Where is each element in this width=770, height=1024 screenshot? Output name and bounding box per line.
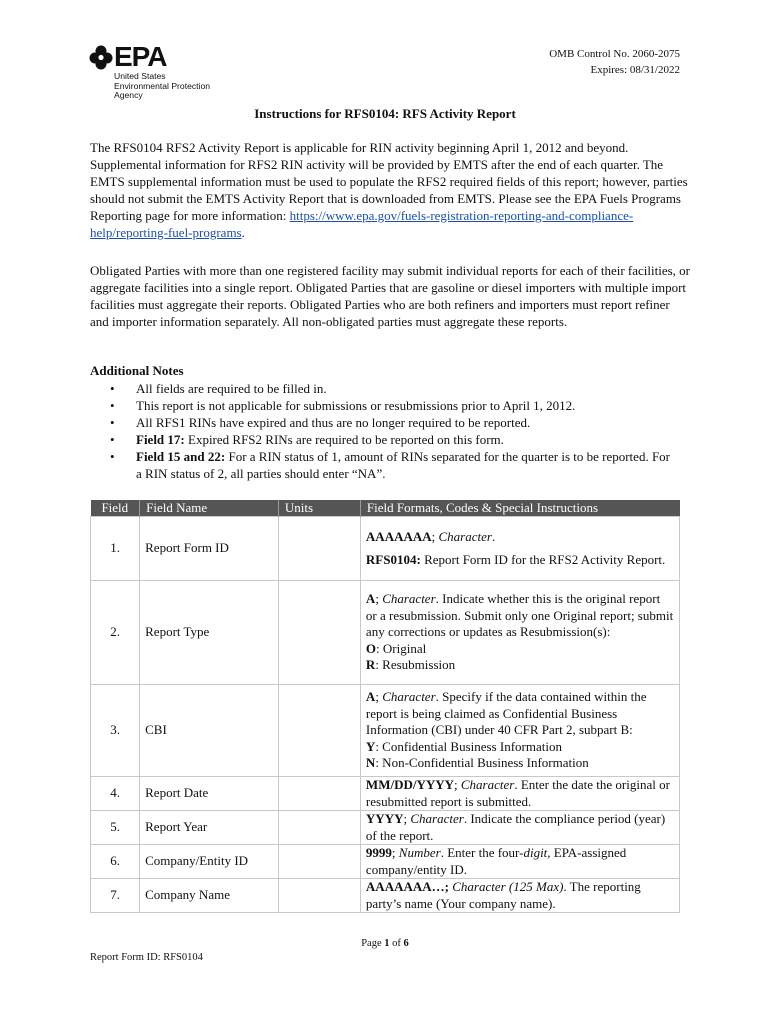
instruction-line bbox=[366, 755, 674, 772]
footer-form-id: Report Form ID: RFS0104 bbox=[90, 952, 203, 963]
instruction-segment: YYYY bbox=[365, 811, 404, 826]
field-units bbox=[278, 777, 360, 811]
instruction-line bbox=[366, 739, 674, 756]
instruction-segment: . Enter the date the original or resubmitted report is submitted. bbox=[365, 777, 670, 809]
field-instructions bbox=[360, 777, 679, 811]
instruction-segment: : Non-Confidential Business Information bbox=[375, 755, 589, 771]
page-current: 1 bbox=[384, 938, 390, 949]
omb-control-number: OMB Control No. 2060-2075 bbox=[549, 48, 680, 60]
logo-wordmark: EPA bbox=[114, 41, 167, 72]
field-instructions bbox=[360, 811, 679, 845]
instruction-segment: : Confidential Business Information bbox=[375, 738, 562, 754]
instruction-segment: AAAAAAA…; bbox=[365, 879, 449, 894]
instruction-segment: . Indicate the compliance period (year) of the report. bbox=[365, 811, 666, 843]
fields-table bbox=[90, 500, 680, 913]
instruction-segment: . The reporting party’s name (Your company name). bbox=[365, 879, 641, 911]
instruction-line bbox=[366, 591, 674, 641]
epa-flower-icon bbox=[88, 44, 114, 72]
page-prefix: Page bbox=[361, 938, 385, 949]
field-units bbox=[278, 811, 360, 845]
instruction-line bbox=[366, 529, 674, 546]
note-item bbox=[110, 414, 670, 431]
instruction-segment: ; bbox=[375, 591, 383, 607]
header-instructions: Field Formats, Codes & Special Instructions bbox=[360, 500, 679, 517]
instruction-segment: ; bbox=[431, 529, 439, 544]
instruction-segment: N bbox=[365, 755, 376, 771]
intro-text: The RFS0104 RFS2 Activity Report is applicable for RIN activity beginning April 1, 2012 and beyond. Supplemental information for RFS2 RIN activity will be provided by EMTS after the end of each quarter. The EMTS supplemental information must be used to populate the RFS2 required fields of this report; however, parties should not submit the EMTS Activity Report that is downloaded from EMTS. Please see the EPA Fuels Programs Reporting page for more information: bbox=[90, 140, 688, 223]
field-units bbox=[278, 517, 360, 581]
instruction-segment: Number bbox=[398, 845, 441, 860]
bullet: • bbox=[110, 449, 115, 464]
intro-link-suffix: . bbox=[241, 225, 245, 240]
instruction-segment: : Resubmission bbox=[375, 657, 456, 673]
field-name: Report Date bbox=[140, 777, 279, 811]
instruction-segment: Character (125 Max) bbox=[452, 879, 564, 894]
instruction-line bbox=[366, 845, 674, 878]
field-units bbox=[278, 845, 360, 879]
note-text: All fields are required to be filled in. bbox=[136, 381, 327, 396]
bullet: • bbox=[110, 415, 115, 430]
instruction-segment: . Indicate whether this is the original report or a resubmission. Submit only one Original report; submit any corrections or updates as Resubmission(s): bbox=[365, 591, 674, 640]
table-body bbox=[91, 517, 680, 913]
instruction-line bbox=[366, 811, 674, 844]
instruction-segment: AAAAAAA bbox=[365, 529, 432, 544]
field-number: 5. bbox=[91, 811, 140, 845]
additional-notes-list bbox=[110, 380, 670, 482]
instruction-segment: . Enter the four- bbox=[440, 845, 524, 860]
field-name: CBI bbox=[140, 685, 279, 777]
field-name: Report Form ID bbox=[140, 517, 279, 581]
instruction-segment: R bbox=[365, 657, 376, 673]
note-item bbox=[110, 431, 670, 448]
instruction-segment: : Original bbox=[376, 640, 427, 656]
fuel-programs-link[interactable]: https://www.epa.gov/fuels-registration-reporting-and-compliance-help/reporting-fuel-programs bbox=[90, 208, 634, 240]
note-text: For a RIN status of 1, amount of RINs separated for the quarter is to be reported. For a RIN status of 2, all parties should enter “NA”. bbox=[136, 449, 670, 481]
instruction-segment: ; bbox=[391, 845, 399, 860]
instruction-segment: EPA-assigned company/entity ID. bbox=[365, 845, 627, 877]
epa-logo bbox=[88, 41, 228, 101]
header-units: Units bbox=[278, 500, 360, 517]
note-label: Field 17: bbox=[136, 432, 185, 447]
bullet: • bbox=[110, 381, 115, 396]
field-units bbox=[278, 581, 360, 685]
logo-subtitle-line: Agency bbox=[114, 90, 143, 101]
instruction-line bbox=[366, 641, 674, 658]
note-text: Expired RFS2 RINs are required to be reported on this form. bbox=[184, 432, 504, 447]
table-row bbox=[91, 685, 680, 777]
field-number: 3. bbox=[91, 685, 140, 777]
additional-notes-heading: Additional Notes bbox=[90, 363, 184, 378]
instruction-segment: . Specify if the data contained within the report is being claimed as Confidential Business Information (CBI) under 40 CFR Part 2, subpart B: bbox=[365, 689, 647, 738]
instruction-line bbox=[366, 689, 674, 739]
instruction-segment: ; bbox=[454, 777, 461, 792]
field-number: 1. bbox=[91, 517, 140, 581]
field-instructions bbox=[360, 517, 679, 581]
note-text: All RFS1 RINs have expired and thus are no longer required to be reported. bbox=[136, 415, 531, 430]
omb-block bbox=[549, 46, 680, 78]
table-row bbox=[91, 517, 680, 581]
field-instructions bbox=[360, 685, 679, 777]
field-number: 6. bbox=[91, 845, 140, 879]
obligated-text: Obligated Parties with more than one registered facility may submit individual reports for each of their facilities, or aggregate facilities into a single report. Obligated Parties that are gasoline or diesel importers with multiple import facilities must aggregate their reports. Obligated Parties who are both refiners and importers must report refiner and importer information separately. All non-obligated parties must aggregate these reports. bbox=[90, 263, 690, 329]
page-number bbox=[0, 938, 770, 949]
instruction-segment: Character bbox=[382, 591, 436, 607]
table-header-row bbox=[91, 500, 680, 517]
field-instructions bbox=[360, 581, 679, 685]
field-number: 4. bbox=[91, 777, 140, 811]
field-units bbox=[278, 879, 360, 913]
field-number: 2. bbox=[91, 581, 140, 685]
instruction-segment: RFS0104: bbox=[365, 551, 421, 567]
instruction-segment: A bbox=[365, 689, 376, 705]
instruction-segment: Character bbox=[410, 811, 464, 826]
note-text: This report is not applicable for submissions or resubmissions prior to April 1, 2012. bbox=[136, 398, 576, 413]
field-units bbox=[278, 685, 360, 777]
note-item bbox=[110, 397, 670, 414]
field-instructions bbox=[360, 879, 679, 913]
field-instructions bbox=[360, 845, 679, 879]
note-item bbox=[110, 380, 670, 397]
instruction-line bbox=[366, 657, 674, 674]
field-name: Company/Entity ID bbox=[140, 845, 279, 879]
instruction-segment: 9999 bbox=[365, 845, 392, 860]
intro-paragraph bbox=[90, 139, 690, 241]
table-row bbox=[91, 879, 680, 913]
instruction-segment: O bbox=[365, 640, 377, 656]
instruction-line bbox=[366, 552, 674, 569]
instruction-segment: . bbox=[491, 529, 496, 544]
logo-subtitle-line: Environmental Protection bbox=[114, 80, 211, 91]
instruction-segment: ; bbox=[375, 689, 383, 705]
logo-subtitle bbox=[114, 72, 210, 101]
instruction-segment: ; bbox=[403, 811, 411, 826]
note-label: Field 15 and 22: bbox=[136, 449, 226, 464]
table-row bbox=[91, 845, 680, 879]
obligated-parties-paragraph bbox=[90, 262, 690, 330]
field-name: Report Type bbox=[140, 581, 279, 685]
instruction-segment: Character bbox=[438, 529, 492, 544]
page-total: 6 bbox=[403, 938, 409, 949]
field-number: 7. bbox=[91, 879, 140, 913]
header-field-name: Field Name bbox=[140, 500, 279, 517]
instruction-segment: Report Form ID for the RFS2 Activity Report. bbox=[420, 551, 666, 567]
instruction-segment: MM/DD/YYYY bbox=[365, 777, 455, 792]
header-field: Field bbox=[91, 500, 140, 517]
instruction-line bbox=[366, 879, 674, 912]
expiration-date: Expires: 08/31/2022 bbox=[590, 64, 680, 76]
page-of: of bbox=[389, 938, 404, 949]
note-item bbox=[110, 448, 670, 482]
instruction-segment: Character bbox=[382, 689, 436, 705]
instruction-segment: digit, bbox=[523, 845, 551, 860]
field-name: Report Year bbox=[140, 811, 279, 845]
bullet: • bbox=[110, 432, 115, 447]
table-row bbox=[91, 777, 680, 811]
instruction-segment: A bbox=[365, 591, 376, 607]
bullet: • bbox=[110, 398, 115, 413]
instruction-segment: Y bbox=[365, 738, 376, 754]
logo-subtitle-line: United States bbox=[114, 71, 166, 81]
table-row bbox=[91, 581, 680, 685]
document-title: Instructions for RFS0104: RFS Activity Report bbox=[254, 106, 516, 121]
instruction-segment: Character bbox=[460, 777, 515, 792]
field-name: Company Name bbox=[140, 879, 279, 913]
table-row bbox=[91, 811, 680, 845]
instruction-line bbox=[366, 777, 674, 810]
